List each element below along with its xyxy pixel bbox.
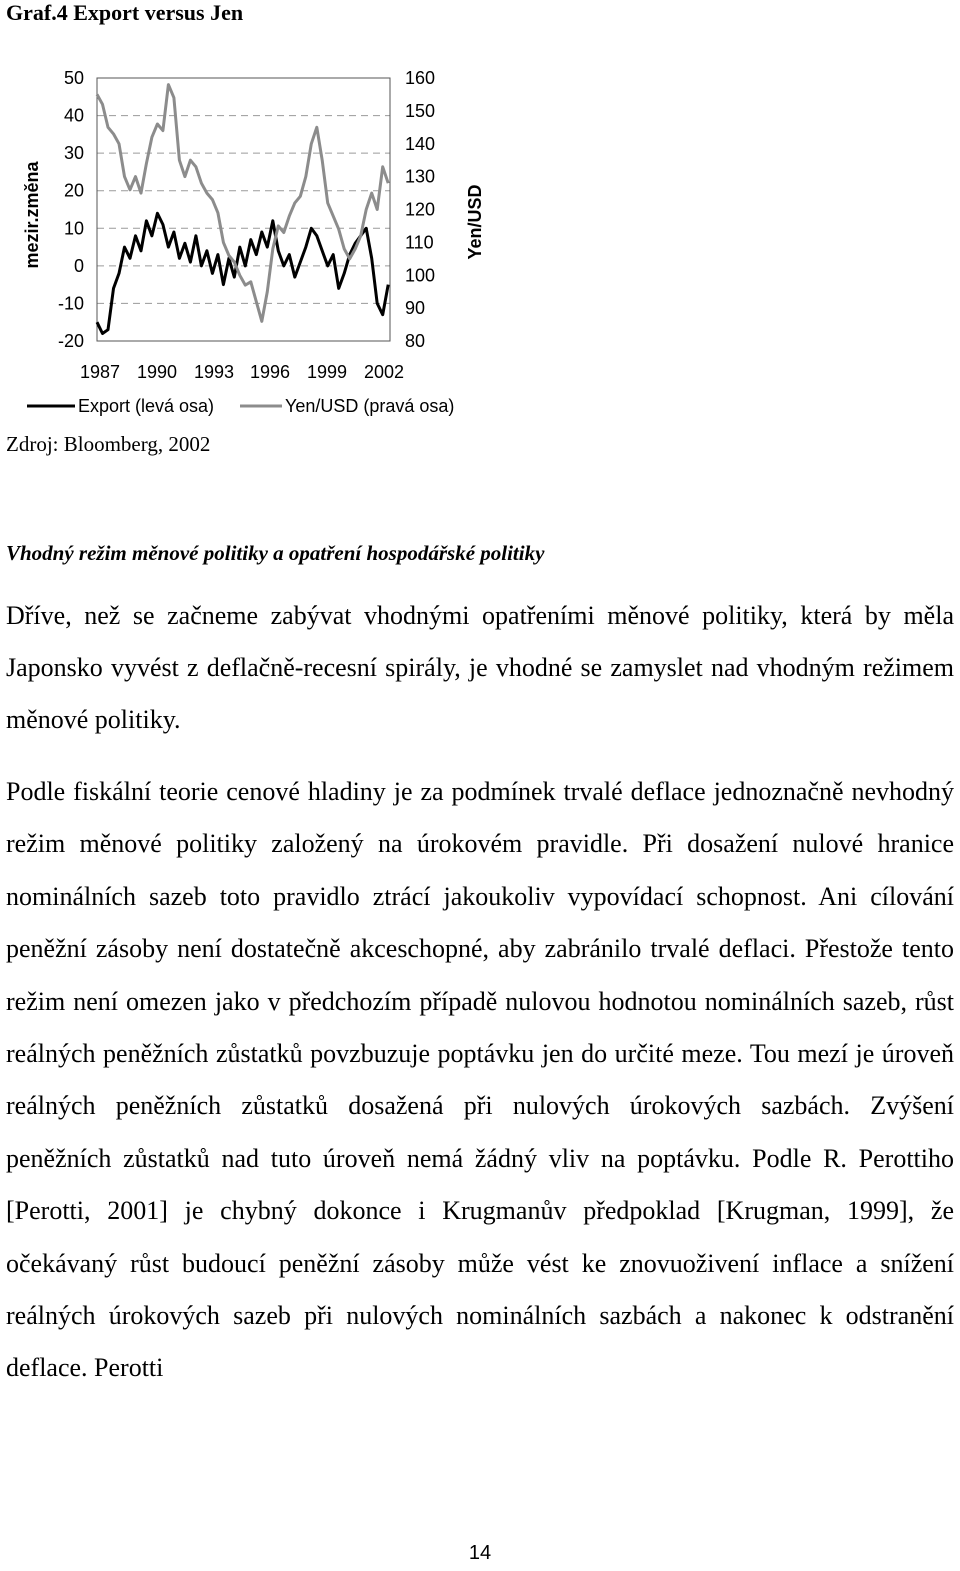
legend-label-export: Export (levá osa) bbox=[78, 396, 215, 416]
x-tick-label: 1993 bbox=[193, 362, 235, 382]
export-vs-yen-chart bbox=[0, 55, 500, 425]
right-tick-label: 150 bbox=[405, 100, 436, 121]
left-axis-ticks bbox=[58, 68, 84, 351]
right-tick-label: 110 bbox=[405, 232, 434, 253]
right-tick-label: 90 bbox=[405, 298, 426, 319]
x-tick-label: 1996 bbox=[249, 362, 291, 382]
left-tick-label: -10 bbox=[57, 293, 84, 314]
left-tick-label: 20 bbox=[63, 180, 84, 201]
right-axis-label: Yen/USD bbox=[465, 184, 485, 260]
right-tick-label: 80 bbox=[405, 331, 426, 351]
left-tick-label: 10 bbox=[63, 218, 84, 239]
right-tick-label: 130 bbox=[405, 166, 436, 187]
left-tick-label: -20 bbox=[57, 331, 84, 351]
x-tick-label: 2002 bbox=[363, 362, 405, 382]
left-tick-label: 50 bbox=[63, 68, 84, 88]
right-tick-label: 120 bbox=[405, 199, 436, 220]
chart-legend bbox=[27, 396, 454, 416]
x-tick-label: 1999 bbox=[306, 362, 348, 382]
right-tick-label: 140 bbox=[405, 133, 436, 154]
body-paragraph: Dříve, než se začneme zabývat vhodnými opatřeními měnové politiky, která by měla Japonsko vyvést z deflačně-recesní spirály, je vhodné se zamyslet nad vhodným režimem měnové politiky. bbox=[6, 601, 954, 734]
page-number: 14 bbox=[468, 1542, 492, 1564]
chart-grid bbox=[97, 116, 390, 304]
left-tick-label: 30 bbox=[63, 143, 84, 164]
left-tick-label: 0 bbox=[73, 255, 84, 276]
right-axis-ticks bbox=[405, 68, 435, 351]
x-tick-label: 1990 bbox=[136, 362, 178, 382]
body-paragraph: Podle fiskální teorie cenové hladiny je za podmínek trvalé deflace jednoznačně nevhodný režim měnové politiky založený na úrokovém pravidle. Při dosažení nulové hranice nominálních sazeb toto pravidlo ztrácí jakoukoliv vypovídací schopnost. Ani cílování peněžní zásoby není dostatečně akceschopné, aby zabránilo trvalé deflaci. Přestože tento režim není omezen jako v předchozím případě nulovou hodnotou nominálních sazeb, růst reálných peněžních zůstatků povzbuzuje poptávku jen do určité meze. Tou mezí je úroveň reálných peněžních zůstatků dosažená při nulových úrokových sazbách. Zvýšení peněžních zůstatků nad tuto úroveň nemá žádný vliv na poptávku. Podle R. Perottiho [Perotti, 2001] je chybný dokonce i Krugmanův předpoklad [Krugman, 1999], že očekávaný růst budoucí peněžní zásoby může vést ke znovuoživení inflace a snížení reálných úrokových sazeb při nulových nominálních sazbách a nakonec k odstranění deflace. Perotti bbox=[6, 777, 954, 1383]
yen-series-line bbox=[97, 85, 388, 322]
right-tick-label: 160 bbox=[405, 68, 436, 88]
figure-title: Graf.4 Export versus Jen bbox=[6, 0, 244, 25]
legend-label-yen: Yen/USD (pravá osa) bbox=[285, 396, 455, 416]
right-tick-label: 100 bbox=[405, 265, 436, 286]
x-tick-label: 1987 bbox=[79, 362, 121, 382]
plot-area-border bbox=[97, 78, 390, 341]
export-series-line bbox=[97, 213, 388, 333]
section-heading: Vhodný režim měnové politiky a opatření hospodářské politiky bbox=[6, 541, 545, 565]
left-axis-label: mezir.změna bbox=[22, 161, 42, 269]
x-axis-ticks bbox=[80, 362, 404, 382]
chart-series bbox=[97, 85, 388, 334]
source-note: Zdroj: Bloomberg, 2002 bbox=[6, 432, 211, 456]
left-tick-label: 40 bbox=[63, 105, 84, 126]
chart-frame bbox=[97, 78, 390, 341]
